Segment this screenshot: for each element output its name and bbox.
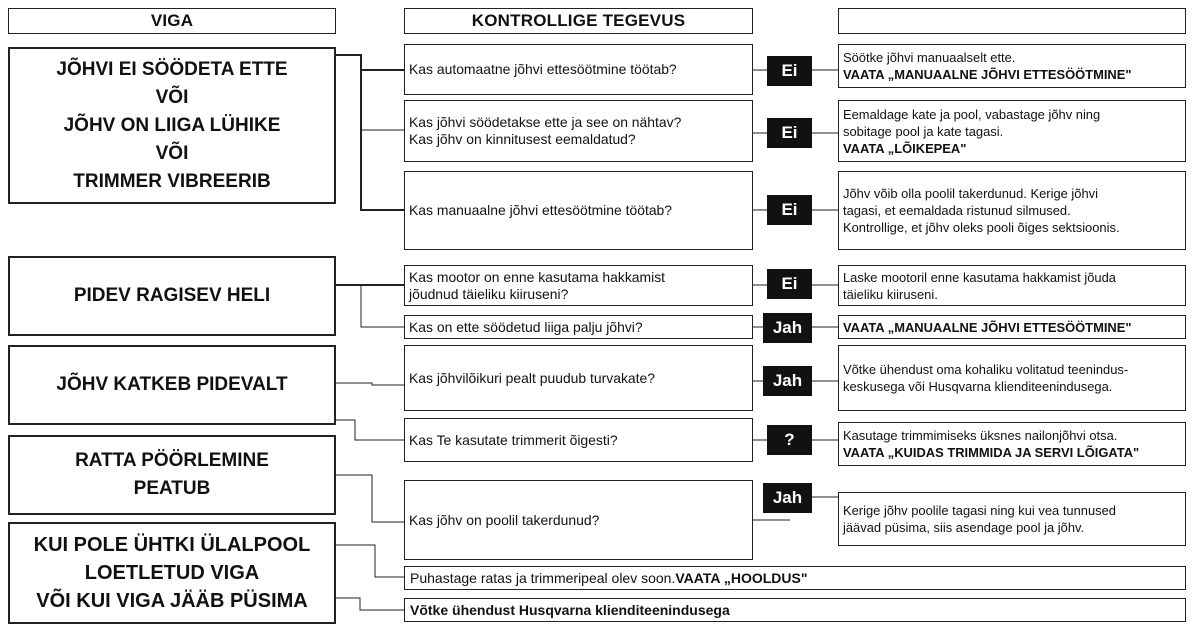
solution-reference: VAATA „MANUAALNE JÕHVI ETTESÖÖTMINE" [843,319,1132,335]
fault-text: PIDEV RAGISEV HELI [73,285,271,306]
answer-badge: Ei [767,195,812,225]
fault-text: VÕI [155,86,189,108]
header-fault [8,8,336,34]
fault-text: VÕI [155,142,189,164]
final-action-text: Puhastage ratas ja trimmeripeal olev soon. [410,570,676,586]
solution-correct-use [838,422,1186,466]
solution-text: Võtke ühendust oma kohaliku volitatud teenindus- [843,362,1129,377]
solution-text: Laske mootoril enne kasutama hakkamist jõuda [843,269,1116,285]
solution-motor-speed [838,265,1186,306]
answer-badge: Ei [767,118,812,148]
solution-too-much-line [838,315,1186,339]
fault-text: PEATUB [133,478,211,499]
question-text: Kas on ette söödetud liiga palju jõhvi? [409,318,643,335]
header-solution [838,8,1186,34]
question-auto-feed [404,44,753,95]
solution-text: jäävad püsima, siis asendage pool ja jõhv. [843,520,1085,535]
question-text: Kas manuaalne jõhvi ettesöötmine töötab? [409,202,673,218]
solution-text: keskusega või Husqvarna klienditeenindusega. [843,379,1113,394]
question-guard-missing [404,345,753,411]
header-check-label: KONTROLLIGE TEGEVUS [471,11,686,30]
solution-text: Kasutage trimmimiseks üksnes nailonjõhvi otsa. [843,428,1118,443]
question-text: Kas Te kasutate trimmerit õigesti? [409,431,618,448]
fault-text: KUI POLE ÜHTKI ÜLALPOOL [33,534,311,556]
final-action-reference: Võtke ühendust Husqvarna klienditeenindusega [410,602,730,618]
solution-text: täieliku kiiruseni. [843,286,938,302]
solution-text: sobitage pool ja kate tagasi. [843,123,1004,139]
solution-manual-feed [838,44,1186,88]
solution-text: Söötke jõhvi manuaalselt ette. [843,50,1016,65]
solution-replace-spool [838,492,1186,546]
answer-badge: Ei [767,56,812,86]
solution-contact-service [838,345,1186,411]
solution-text: Kerige jõhv poolile tagasi ning kui vea tunnused [843,503,1116,518]
answer-badge: Jah [763,366,812,396]
question-text: Kas jõhv on kinnitusest eemaldatud? [409,131,636,147]
question-text: Kas jõhvilõikuri pealt puudub turvakate? [409,369,656,386]
question-text: Kas jõhv on poolil takerdunud? [409,511,600,528]
solution-reference: VAATA „KUIDAS TRIMMIDA JA SERVI LÕIGATA" [843,445,1140,460]
fault-other [8,522,336,624]
answer-badge: ? [767,425,812,455]
fault-text: LOETLETUD VIGA [84,562,260,584]
fault-line-breaks [8,345,336,425]
solution-release-line [838,100,1186,162]
question-too-much-line [404,315,753,339]
fault-text: VÕI KUI VIGA JÄÄB PÜSIMA [36,590,308,612]
question-manual-feed [404,171,753,250]
question-line-visible [404,100,753,162]
fault-text: JÕHV ON LIIGA LÜHIKE [63,114,281,136]
question-correct-use [404,418,753,462]
fault-text: JÕHVI EI SÖÖDETA ETTE [56,58,288,80]
answer-badge: Ei [767,269,812,299]
fault-text: RATTA PÖÖRLEMINE [75,450,269,471]
question-motor-speed [404,265,753,306]
solution-text: Kontrollige, et jõhv oleks pooli õiges sektsioonis. [843,220,1120,235]
answer-badge: Jah [763,483,812,513]
answer-badge: Jah [763,313,812,343]
header-fault-label: VIGA [150,11,194,30]
header-check [404,8,753,34]
fault-line-not-feeding [8,47,336,204]
fault-wheel-stops [8,435,336,515]
question-line-tangled [404,480,753,560]
fault-text: TRIMMER VIBREERIB [73,170,271,192]
question-text: Kas automaatne jõhvi ettesöötmine töötab? [409,61,677,77]
fault-rattling-noise [8,256,336,336]
fault-text: JÕHV KATKEB PIDEVALT [56,374,288,395]
solution-text: Jõhv võib olla poolil takerdunud. Kerige jõhvi [843,186,1099,201]
solution-text: tagasi, et eemaldada ristunud silmused. [843,203,1071,218]
final-action-reference: VAATA „HOOLDUS" [675,570,808,586]
solution-text: Eemaldage kate ja pool, vabastage jõhv ning [843,106,1101,122]
solution-rewind-line [838,171,1186,250]
question-text: Kas mootor on enne kasutama hakkamist [409,268,666,285]
question-text: jõudnud täieliku kiiruseni? [409,285,569,302]
solution-reference: VAATA „LÕIKEPEA" [843,140,967,156]
solution-reference: VAATA „MANUAALNE JÕHVI ETTESÖÖTMINE" [843,67,1132,82]
final-action-clean [404,566,1186,590]
question-text: Kas jõhvi söödetakse ette ja see on nähtav? [409,114,682,130]
final-action-contact [404,598,1186,622]
